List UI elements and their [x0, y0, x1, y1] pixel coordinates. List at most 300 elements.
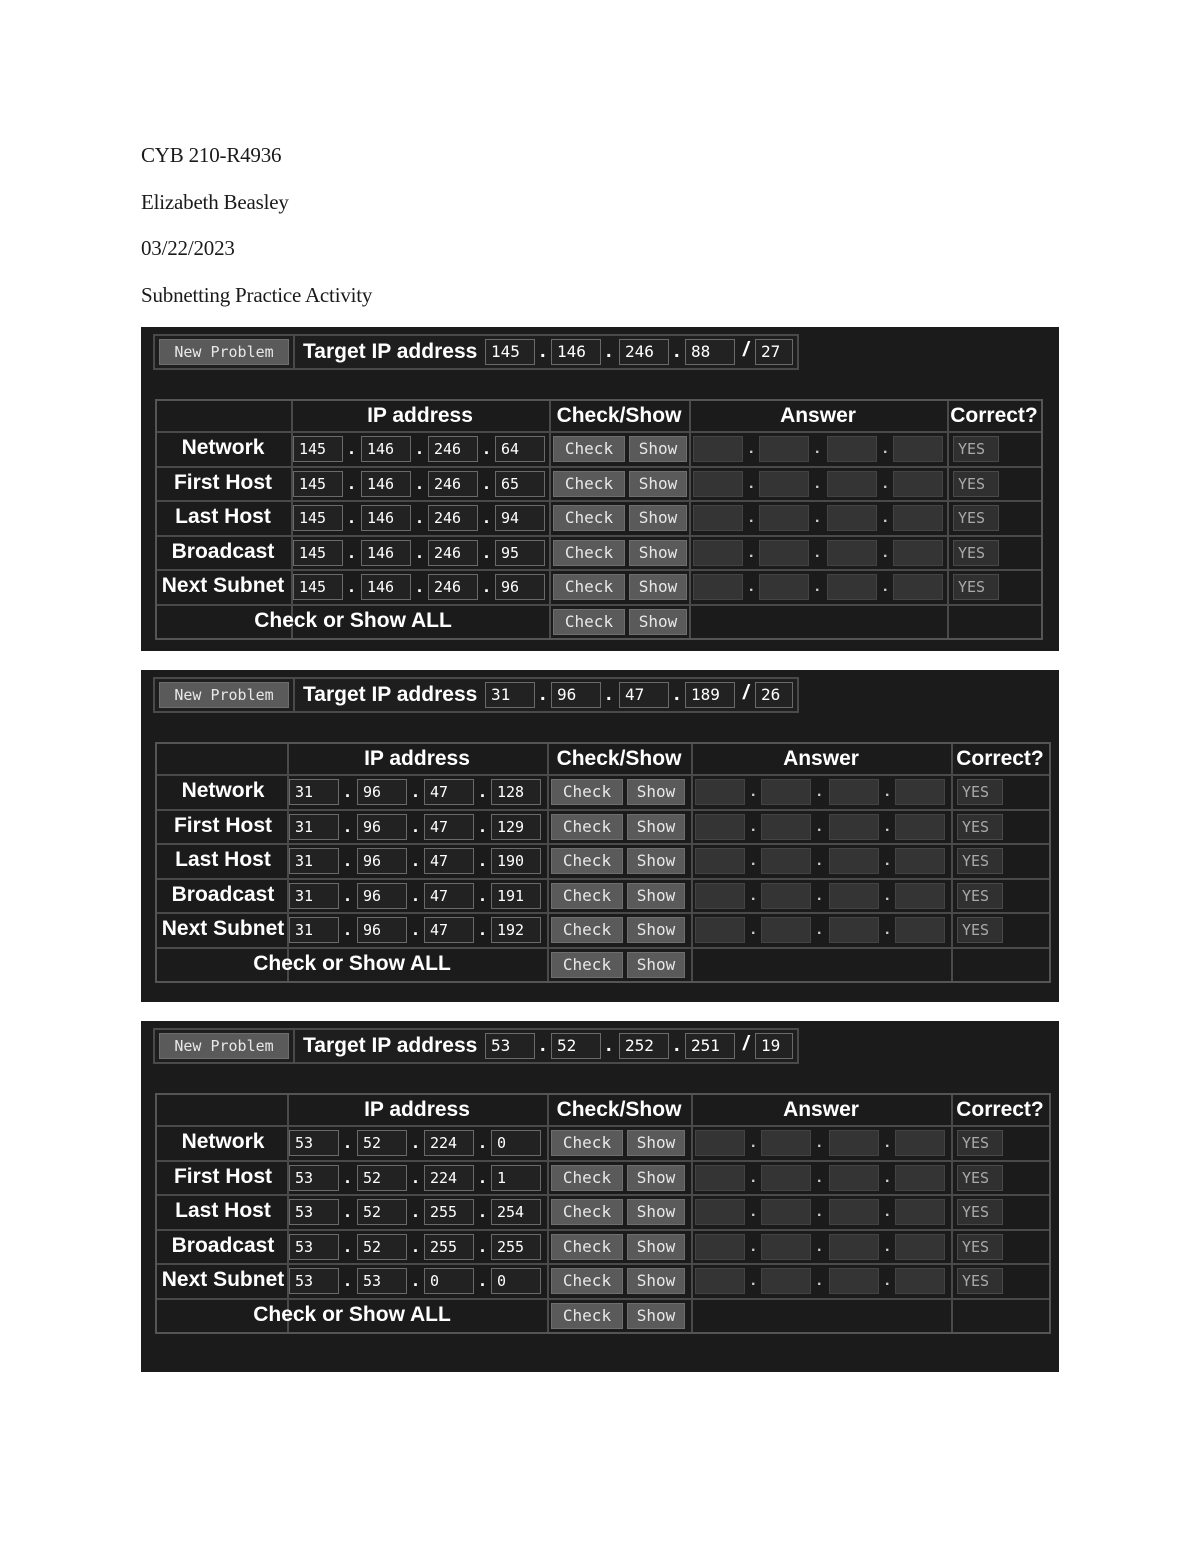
octet-separator: . [540, 683, 546, 705]
check-all-button[interactable]: Check [551, 1303, 623, 1329]
show-button[interactable]: Show [629, 574, 687, 600]
answer-octet-input[interactable] [893, 471, 943, 497]
octet-separator: . [749, 543, 754, 561]
ip-octet-field[interactable]: 31 [289, 779, 339, 805]
answer-octet-input[interactable] [761, 1165, 811, 1191]
ip-octet-field[interactable]: 224 [424, 1165, 474, 1191]
activity-title: Subnetting Practice Activity [141, 283, 373, 307]
octet-separator: . [817, 1203, 822, 1220]
row-label: First Host [173, 470, 272, 494]
row-label: Next Subnet [161, 917, 285, 940]
ip-octet-field[interactable]: 146 [361, 471, 411, 497]
ip-octet-field[interactable]: 47 [424, 814, 474, 840]
answer-octet-input[interactable] [761, 1130, 811, 1156]
correct-status: YES [957, 1234, 1003, 1260]
row-label: Last Host [175, 1199, 271, 1222]
octet-separator: . [749, 578, 754, 595]
answer-octet-input[interactable] [759, 505, 809, 531]
answer-octet-input[interactable] [895, 1199, 945, 1225]
row-divider [157, 569, 1041, 571]
ip-octet-field[interactable]: 31 [289, 917, 339, 943]
show-all-button[interactable]: Show [627, 1303, 685, 1329]
new-problem-button[interactable]: New Problem [159, 339, 289, 365]
target-bar [153, 677, 799, 713]
octet-separator: . [480, 1132, 486, 1152]
header-correct: Correct? [956, 1098, 1044, 1121]
check-button[interactable]: Check [551, 1234, 623, 1260]
ip-octet-field[interactable]: 0 [491, 1130, 541, 1156]
check-button[interactable]: Check [553, 540, 625, 566]
answer-octet-input[interactable] [895, 917, 945, 943]
ip-octet-field[interactable]: 64 [495, 436, 545, 462]
ip-octet-field[interactable]: 246 [428, 505, 478, 531]
ip-octet-field[interactable]: 246 [428, 574, 478, 600]
ip-octet-field[interactable]: 94 [495, 505, 545, 531]
target-ip-label: Target IP address [303, 1034, 478, 1057]
header-ip-address: IP address [367, 404, 473, 427]
answer-octet-input[interactable] [761, 917, 811, 943]
octet-separator: . [480, 884, 486, 905]
correct-status: YES [957, 848, 1003, 874]
cidr-slash: / [743, 682, 749, 704]
octet-separator: . [883, 543, 888, 561]
octet-separator: . [674, 683, 680, 705]
ip-octet-field[interactable]: 47 [424, 917, 474, 943]
check-button[interactable]: Check [551, 848, 623, 874]
octet-separator: . [885, 921, 890, 938]
ip-octet-field[interactable]: 52 [357, 1199, 407, 1225]
ip-octet-field[interactable]: 145 [293, 505, 343, 531]
answer-octet-input[interactable] [761, 883, 811, 909]
column-divider [547, 744, 549, 981]
octet-separator: . [885, 886, 890, 904]
target-octet-input[interactable]: 252 [619, 1033, 669, 1059]
new-problem-button[interactable]: New Problem [159, 682, 289, 708]
row-divider [157, 1125, 1049, 1127]
correct-status: YES [953, 540, 999, 566]
row-divider [157, 1194, 1049, 1196]
ip-octet-field[interactable]: 47 [424, 779, 474, 805]
ip-octet-field[interactable]: 246 [428, 471, 478, 497]
show-button[interactable]: Show [627, 1165, 685, 1191]
answer-octet-input[interactable] [827, 574, 877, 600]
octet-separator: . [480, 1235, 486, 1256]
octet-separator: . [345, 884, 351, 905]
answer-octet-input[interactable] [895, 1268, 945, 1294]
octet-separator: . [817, 1168, 822, 1186]
answer-octet-input[interactable] [761, 1234, 811, 1260]
octet-separator: . [413, 919, 419, 939]
answer-octet-input[interactable] [895, 1165, 945, 1191]
header-answer: Answer [783, 1098, 859, 1121]
row-divider [157, 774, 1049, 776]
answer-octet-input[interactable] [761, 814, 811, 840]
column-divider [947, 401, 949, 638]
row-label: Broadcast [171, 882, 275, 906]
check-button[interactable]: Check [551, 1268, 623, 1294]
octet-separator: . [417, 472, 423, 493]
column-divider [951, 1095, 953, 1332]
octet-separator: . [817, 921, 822, 938]
target-octet-input[interactable]: 53 [485, 1033, 535, 1059]
check-or-show-all-label: Check or Show ALL [253, 951, 451, 975]
ip-octet-field[interactable]: 52 [357, 1130, 407, 1156]
show-all-button[interactable]: Show [627, 952, 685, 978]
target-bar [153, 334, 799, 370]
ip-octet-field[interactable]: 53 [289, 1130, 339, 1156]
column-divider [547, 1095, 549, 1332]
correct-status: YES [957, 1165, 1003, 1191]
octet-separator: . [413, 884, 419, 905]
octet-separator: . [815, 474, 820, 492]
octet-separator: . [883, 474, 888, 492]
row-divider [157, 809, 1049, 811]
octet-separator: . [484, 472, 490, 493]
subnet-table [155, 1093, 1051, 1334]
octet-separator: . [749, 440, 754, 457]
cidr-input[interactable]: 26 [755, 682, 793, 708]
octet-separator: . [817, 817, 822, 835]
ip-octet-field[interactable]: 31 [289, 814, 339, 840]
answer-octet-input[interactable] [693, 471, 743, 497]
octet-separator: . [417, 507, 423, 527]
answer-octet-input[interactable] [829, 1268, 879, 1294]
answer-octet-input[interactable] [695, 1165, 745, 1191]
answer-octet-input[interactable] [829, 917, 879, 943]
octet-separator: . [885, 1203, 890, 1220]
column-divider [951, 744, 953, 981]
octet-separator: . [480, 781, 486, 801]
ip-octet-field[interactable]: 95 [495, 540, 545, 566]
octet-separator: . [817, 1134, 822, 1151]
ip-octet-field[interactable]: 145 [293, 574, 343, 600]
octet-separator: . [540, 1034, 546, 1056]
answer-octet-input[interactable] [827, 471, 877, 497]
correct-status: YES [953, 436, 999, 462]
answer-octet-input[interactable] [695, 779, 745, 805]
ip-octet-field[interactable]: 53 [289, 1199, 339, 1225]
check-button[interactable]: Check [551, 814, 623, 840]
answer-octet-input[interactable] [827, 540, 877, 566]
ip-octet-field[interactable]: 47 [424, 848, 474, 874]
ip-octet-field[interactable]: 146 [361, 574, 411, 600]
header-check-show: Check/Show [556, 747, 682, 770]
octet-separator: . [480, 919, 486, 939]
answer-octet-input[interactable] [695, 814, 745, 840]
answer-octet-input[interactable] [695, 1199, 745, 1225]
octet-separator: . [484, 507, 490, 527]
octet-separator: . [885, 817, 890, 835]
subnet-panel [141, 327, 1059, 651]
octet-separator: . [674, 340, 680, 362]
answer-octet-input[interactable] [695, 1268, 745, 1294]
header-ip-address: IP address [364, 747, 470, 770]
row-label: Network [181, 779, 265, 802]
correct-status: YES [957, 779, 1003, 805]
answer-octet-input[interactable] [829, 779, 879, 805]
answer-octet-input[interactable] [829, 1130, 879, 1156]
answer-octet-input[interactable] [695, 1234, 745, 1260]
octet-separator: . [413, 1235, 419, 1256]
check-button[interactable]: Check [551, 1130, 623, 1156]
octet-separator: . [606, 340, 612, 362]
ip-octet-field[interactable]: 53 [289, 1268, 339, 1294]
ip-octet-field[interactable]: 96 [357, 814, 407, 840]
check-or-show-all-label: Check or Show ALL [253, 1302, 451, 1326]
answer-octet-input[interactable] [895, 848, 945, 874]
subnet-panel [141, 1021, 1059, 1372]
octet-separator: . [345, 850, 351, 870]
answer-octet-input[interactable] [829, 1234, 879, 1260]
show-all-button[interactable]: Show [629, 609, 687, 635]
answer-octet-input[interactable] [829, 848, 879, 874]
check-button[interactable]: Check [551, 917, 623, 943]
check-or-show-all-label: Check or Show ALL [254, 608, 452, 632]
answer-octet-input[interactable] [693, 436, 743, 462]
octet-separator: . [413, 781, 419, 801]
answer-octet-input[interactable] [895, 1130, 945, 1156]
check-button[interactable]: Check [553, 436, 625, 462]
target-octet-input[interactable]: 88 [685, 339, 735, 365]
show-button[interactable]: Show [629, 436, 687, 462]
row-divider [157, 1263, 1049, 1265]
ip-octet-field[interactable]: 255 [491, 1234, 541, 1260]
ip-octet-field[interactable]: 192 [491, 917, 541, 943]
ip-octet-field[interactable]: 96 [357, 779, 407, 805]
octet-separator: . [817, 886, 822, 904]
octet-separator: . [885, 1272, 890, 1289]
octet-separator: . [413, 815, 419, 836]
answer-octet-input[interactable] [693, 540, 743, 566]
answer-octet-input[interactable] [827, 436, 877, 462]
octet-separator: . [751, 817, 756, 835]
date-line: 03/22/2023 [141, 236, 235, 260]
octet-separator: . [751, 921, 756, 938]
column-divider [691, 1095, 693, 1332]
check-button[interactable]: Check [551, 1199, 623, 1225]
ip-octet-field[interactable]: 52 [357, 1234, 407, 1260]
answer-octet-input[interactable] [893, 436, 943, 462]
check-button[interactable]: Check [551, 779, 623, 805]
answer-octet-input[interactable] [761, 779, 811, 805]
row-divider [157, 604, 1041, 606]
octet-separator: . [345, 815, 351, 836]
octet-separator: . [349, 541, 355, 562]
header-correct: Correct? [956, 747, 1044, 770]
ip-octet-field[interactable]: 254 [491, 1199, 541, 1225]
octet-separator: . [349, 576, 355, 596]
target-octet-input[interactable]: 145 [485, 339, 535, 365]
show-button[interactable]: Show [629, 505, 687, 531]
row-divider [157, 431, 1041, 433]
answer-octet-input[interactable] [761, 1199, 811, 1225]
octet-separator: . [817, 1272, 822, 1289]
answer-octet-input[interactable] [893, 540, 943, 566]
answer-octet-input[interactable] [895, 779, 945, 805]
check-all-button[interactable]: Check [553, 609, 625, 635]
target-octet-input[interactable]: 246 [619, 339, 669, 365]
correct-status: YES [957, 814, 1003, 840]
check-button[interactable]: Check [553, 574, 625, 600]
answer-octet-input[interactable] [695, 1130, 745, 1156]
ip-octet-field[interactable]: 145 [293, 540, 343, 566]
target-octet-input[interactable]: 189 [685, 682, 735, 708]
cidr-input[interactable]: 27 [755, 339, 793, 365]
check-all-button[interactable]: Check [551, 952, 623, 978]
ip-octet-field[interactable]: 145 [293, 436, 343, 462]
answer-octet-input[interactable] [693, 574, 743, 600]
check-button[interactable]: Check [553, 471, 625, 497]
show-button[interactable]: Show [627, 779, 685, 805]
row-label: Next Subnet [161, 1268, 285, 1291]
target-octet-input[interactable]: 47 [619, 682, 669, 708]
ip-octet-field[interactable]: 31 [289, 883, 339, 909]
ip-octet-field[interactable]: 145 [293, 471, 343, 497]
octet-separator: . [417, 576, 423, 596]
check-button[interactable]: Check [553, 505, 625, 531]
check-button[interactable]: Check [551, 1165, 623, 1191]
answer-octet-input[interactable] [695, 883, 745, 909]
answer-octet-input[interactable] [693, 505, 743, 531]
show-button[interactable]: Show [629, 471, 687, 497]
octet-separator: . [345, 1132, 351, 1152]
answer-octet-input[interactable] [695, 848, 745, 874]
answer-octet-input[interactable] [829, 1165, 879, 1191]
show-button[interactable]: Show [627, 1130, 685, 1156]
octet-separator: . [345, 1166, 351, 1187]
target-octet-input[interactable]: 96 [551, 682, 601, 708]
octet-separator: . [417, 438, 423, 458]
answer-octet-input[interactable] [895, 883, 945, 909]
octet-separator: . [817, 852, 822, 869]
ip-octet-field[interactable]: 53 [289, 1234, 339, 1260]
octet-separator: . [751, 1203, 756, 1220]
ip-octet-field[interactable]: 0 [491, 1268, 541, 1294]
octet-separator: . [606, 683, 612, 705]
octet-separator: . [815, 509, 820, 526]
answer-octet-input[interactable] [895, 814, 945, 840]
ip-octet-field[interactable]: 146 [361, 436, 411, 462]
target-octet-input[interactable]: 251 [685, 1033, 735, 1059]
answer-octet-input[interactable] [759, 436, 809, 462]
ip-octet-field[interactable]: 1 [491, 1165, 541, 1191]
check-button[interactable]: Check [551, 883, 623, 909]
answer-octet-input[interactable] [829, 1199, 879, 1225]
show-button[interactable]: Show [627, 1234, 685, 1260]
octet-separator: . [345, 1201, 351, 1221]
answer-octet-input[interactable] [893, 574, 943, 600]
row-divider [157, 1298, 1049, 1300]
answer-octet-input[interactable] [829, 814, 879, 840]
ip-octet-field[interactable]: 65 [495, 471, 545, 497]
row-label: Broadcast [171, 539, 275, 563]
answer-octet-input[interactable] [759, 574, 809, 600]
target-octet-input[interactable]: 146 [551, 339, 601, 365]
ip-octet-field[interactable]: 96 [495, 574, 545, 600]
ip-octet-field[interactable]: 31 [289, 848, 339, 874]
ip-octet-field[interactable]: 96 [357, 848, 407, 874]
ip-octet-field[interactable]: 53 [357, 1268, 407, 1294]
show-button[interactable]: Show [627, 917, 685, 943]
column-divider [691, 744, 693, 981]
octet-separator: . [815, 440, 820, 457]
ip-octet-field[interactable]: 191 [491, 883, 541, 909]
answer-octet-input[interactable] [893, 505, 943, 531]
row-divider [157, 500, 1041, 502]
octet-separator: . [480, 850, 486, 870]
ip-octet-field[interactable]: 96 [357, 883, 407, 909]
octet-separator: . [413, 1132, 419, 1152]
ip-octet-field[interactable]: 129 [491, 814, 541, 840]
ip-octet-field[interactable]: 53 [289, 1165, 339, 1191]
show-button[interactable]: Show [627, 1199, 685, 1225]
header-ip-address: IP address [364, 1098, 470, 1121]
show-button[interactable]: Show [629, 540, 687, 566]
ip-octet-field[interactable]: 0 [424, 1268, 474, 1294]
octet-separator: . [817, 783, 822, 800]
ip-octet-field[interactable]: 146 [361, 540, 411, 566]
answer-octet-input[interactable] [829, 883, 879, 909]
answer-octet-input[interactable] [759, 471, 809, 497]
show-button[interactable]: Show [627, 814, 685, 840]
answer-octet-input[interactable] [827, 505, 877, 531]
show-button[interactable]: Show [627, 883, 685, 909]
ip-octet-field[interactable]: 52 [357, 1165, 407, 1191]
header-check-show: Check/Show [556, 404, 682, 427]
ip-octet-field[interactable]: 47 [424, 883, 474, 909]
octet-separator: . [751, 886, 756, 904]
row-divider [157, 535, 1041, 537]
new-problem-button[interactable]: New Problem [159, 1033, 289, 1059]
answer-octet-input[interactable] [761, 1268, 811, 1294]
octet-separator: . [413, 850, 419, 870]
octet-separator: . [751, 783, 756, 800]
octet-separator: . [540, 340, 546, 362]
octet-separator: . [484, 541, 490, 562]
ip-octet-field[interactable]: 224 [424, 1130, 474, 1156]
answer-octet-input[interactable] [759, 540, 809, 566]
octet-separator: . [349, 472, 355, 493]
show-button[interactable]: Show [627, 848, 685, 874]
cidr-input[interactable]: 19 [755, 1033, 793, 1059]
answer-octet-input[interactable] [895, 1234, 945, 1260]
octet-separator: . [749, 509, 754, 526]
ip-octet-field[interactable]: 190 [491, 848, 541, 874]
header-answer: Answer [780, 404, 856, 427]
answer-octet-input[interactable] [761, 848, 811, 874]
octet-separator: . [751, 852, 756, 869]
octet-separator: . [413, 1270, 419, 1290]
ip-octet-field[interactable]: 255 [424, 1199, 474, 1225]
subnet-table [155, 399, 1043, 640]
target-octet-input[interactable]: 31 [485, 682, 535, 708]
octet-separator: . [484, 576, 490, 596]
ip-octet-field[interactable]: 246 [428, 540, 478, 566]
ip-octet-field[interactable]: 146 [361, 505, 411, 531]
octet-separator: . [349, 438, 355, 458]
ip-octet-field[interactable]: 255 [424, 1234, 474, 1260]
column-divider [689, 401, 691, 638]
target-octet-input[interactable]: 52 [551, 1033, 601, 1059]
row-divider [157, 1160, 1049, 1162]
header-correct: Correct? [950, 404, 1038, 427]
answer-octet-input[interactable] [695, 917, 745, 943]
show-button[interactable]: Show [627, 1268, 685, 1294]
ip-octet-field[interactable]: 128 [491, 779, 541, 805]
ip-octet-field[interactable]: 246 [428, 436, 478, 462]
row-divider [157, 912, 1049, 914]
ip-octet-field[interactable]: 96 [357, 917, 407, 943]
